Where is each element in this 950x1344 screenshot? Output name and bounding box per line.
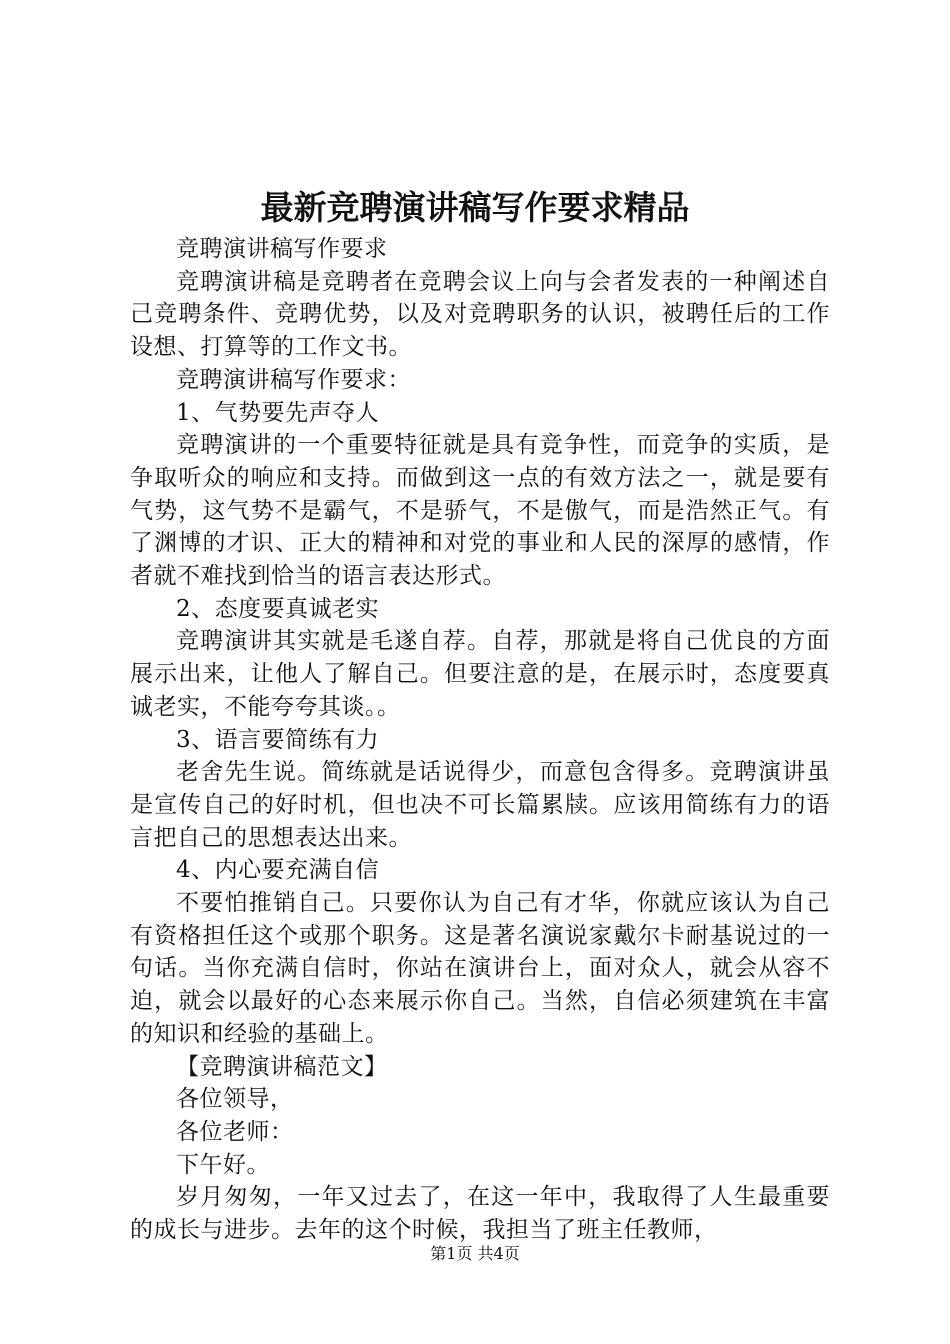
section-heading-3: 3、语言要简练有力 <box>176 726 380 753</box>
salutation: 各位领导， <box>176 1086 294 1113</box>
paragraph-heading: 竞聘演讲稿写作要求 <box>176 236 388 262</box>
paragraph: 竞聘演讲稿是竞聘者在竞聘会议上向与会者发表的一种阐述自己竞聘条件、竞聘优势，以及对竞聘职务的认识，被聘任后的工作设想、打算等的工作文书。 <box>130 268 830 361</box>
paragraph: 竞聘演讲其实就是毛遂自荐。自荐，那就是将自己优良的方面展示出来，让他人了解自己。但要注意的是，在展示时，态度要真诚老实，不能夸夸其谈。。 <box>130 628 830 720</box>
section-heading-1: 1、气势要先声夺人 <box>176 399 380 426</box>
section-heading-4: 4、内心要充满自信 <box>176 857 380 884</box>
paragraph: 竞聘演讲的一个重要特征就是具有竞争性，而竞争的实质，是争取听众的响应和支持。而做到这一点的有效方法之一，就是要有气势，这气势不是霸气，不是骄气，不是傲气，而是浩然正气。有了渊博的才识、正大的精神和对党的事业和人民的深厚的感情，作者就不难找到恰当的语言表达形式。 <box>130 432 830 590</box>
salutation: 各位老师： <box>176 1118 294 1145</box>
page-number-footer: 第1页 共4页 <box>430 1244 520 1263</box>
section-heading-2: 2、态度要真诚老实 <box>176 595 380 622</box>
paragraph: 岁月匆匆，一年又过去了，在这一年中，我取得了人生最重要的成长与进步。去年的这个时候，我担当了班主任教师， <box>130 1184 830 1244</box>
sample-heading: 【竞聘演讲稿范文】 <box>176 1053 388 1080</box>
greeting: 下午好。 <box>176 1151 270 1178</box>
paragraph-heading: 竞聘演讲稿写作要求： <box>176 366 411 393</box>
paragraph: 不要怕推销自己。只要你认为自己有才华，你就应该认为自己有资格担任这个或那个职务。这是著名演说家戴尔卡耐基说过的一句话。当你充满自信时，你站在演讲台上，面对众人，就会从容不迫，就会以最好的心态来展示你自己。当然，自信必须建筑在丰富的知识和经验的基础上。 <box>130 890 830 1047</box>
document-body <box>130 233 830 1247</box>
paragraph: 老舍先生说。简练就是话说得少，而意包含得多。竞聘演讲虽是宣传自己的好时机，但也决不可长篇累牍。应该用简练有力的语言把自己的思想表达出来。 <box>130 759 830 851</box>
document-title: 最新竞聘演讲稿写作要求精品 <box>260 188 690 227</box>
